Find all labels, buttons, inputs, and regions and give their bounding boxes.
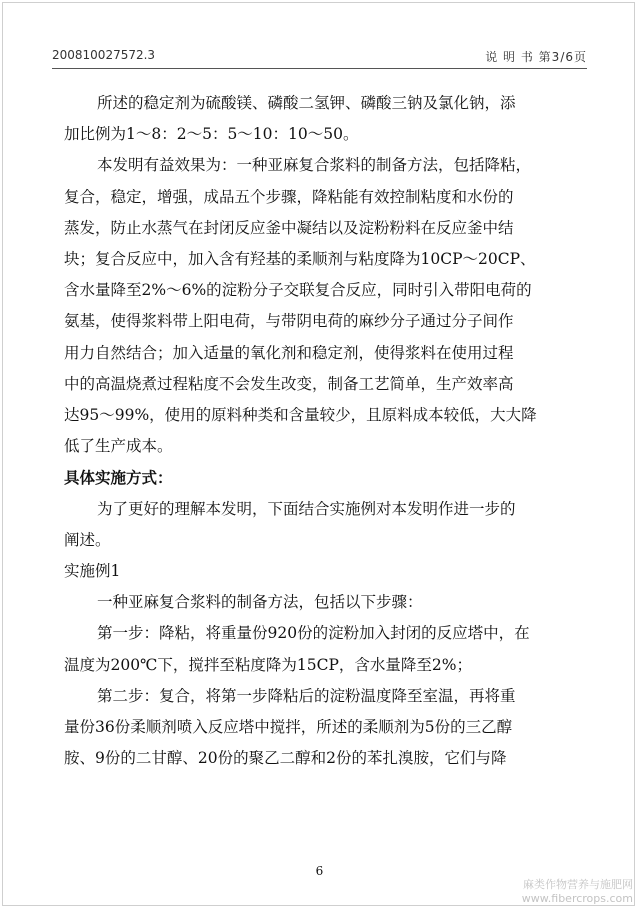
text-line: 低了生产成本。 (64, 437, 173, 456)
text-line: 用力自然结合；加入适量的氧化剂和稳定剂，使得浆料在使用过程 (64, 343, 514, 362)
text-line: 含水量降至2%～6%的淀粉分子交联复合反应，同时引入带阳电荷的 (64, 281, 532, 300)
header-rule (52, 68, 587, 69)
page-header (52, 48, 587, 66)
watermark-line: www.fibercrops.com (521, 892, 633, 905)
body-text (64, 88, 550, 774)
text-line: 第二步：复合，将第一步降粘后的淀粉温度降至室温，再将重 (97, 686, 516, 705)
document-number: 200810027572.3 (52, 48, 156, 62)
text-line: 氨基，使得浆料带上阳电荷，与带阴电荷的麻纱分子通过分子间作 (64, 312, 514, 331)
section-heading: 具体实施方式： (64, 468, 173, 488)
text-line: 量份36份柔顺剂喷入反应塔中搅拌，所述的柔顺剂为5份的三乙醇 (64, 718, 513, 737)
text-line: 本发明有益效果为：一种亚麻复合浆料的制备方法，包括降粘， (97, 156, 532, 175)
text-line: 第一步：降粘，将重量份920份的淀粉加入封闭的反应塔中，在 (97, 624, 530, 643)
example-heading: 实施例1 (64, 562, 121, 581)
section-and-page: 说 明 书 第3/6页 (485, 50, 587, 64)
page-number: 6 (315, 864, 324, 878)
text-line: 达95～99%，使用的原料种类和含量较少，且原料成本较低，大大降 (64, 406, 537, 425)
text-line: 复合，稳定，增强，成品五个步骤，降粘能有效控制粘度和水份的 (64, 187, 514, 206)
text-line: 加比例为1～8：2～5：5～10：10～50。 (64, 125, 359, 144)
watermark (522, 878, 633, 906)
text-line: 一种亚麻复合浆料的制备方法，包括以下步骤： (97, 593, 423, 612)
text-line: 温度为200℃下，搅拌至粘度降为15CP，含水量降至2%； (64, 655, 473, 674)
text-line: 胺、9份的二甘醇、20份的聚乙二醇和2份的苯扎溴胺，它们与降 (64, 749, 507, 768)
text-line: 所述的稳定剂为硫酸镁、磷酸二氢钾、磷酸三钠及氯化钠，添 (97, 94, 516, 112)
text-line: 为了更好的理解本发明，下面结合实施例对本发明作进一步的 (97, 499, 516, 518)
text-line: 块；复合反应中，加入含有羟基的柔顺剂与粘度降为10CP～20CP、 (64, 250, 536, 269)
text-line: 中的高温烧煮过程粘度不会发生改变，制备工艺简单，生产效率高 (64, 374, 514, 393)
text-line: 阐述。 (64, 530, 111, 549)
watermark-line: 麻类作物营养与施肥网 (523, 878, 633, 891)
text-line: 蒸发，防止水蒸气在封闭反应釜中凝结以及淀粉粉料在反应釜中结 (64, 218, 514, 237)
